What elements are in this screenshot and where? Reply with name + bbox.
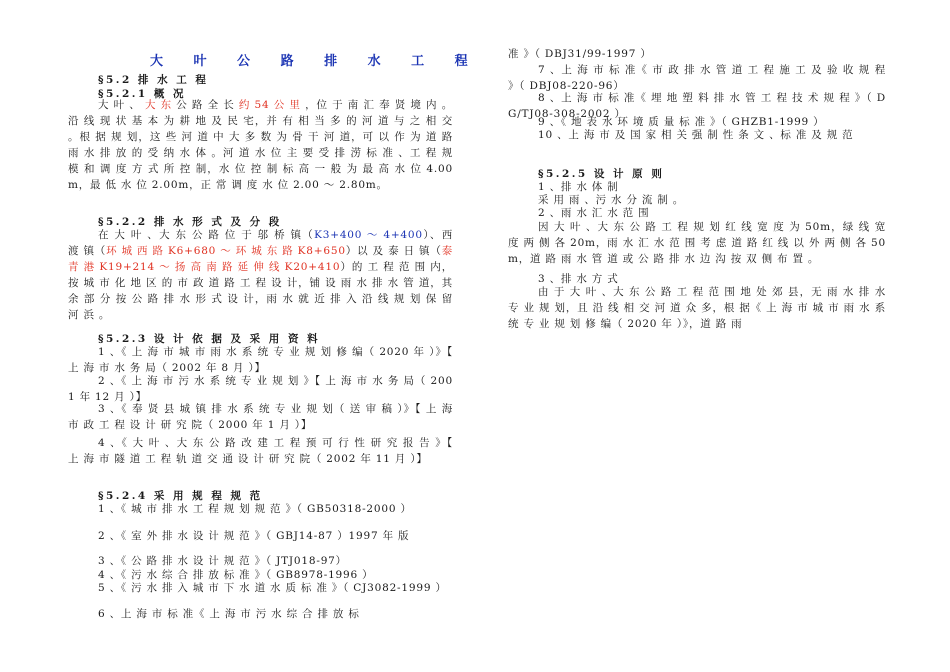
- section-5-2-3-heading: §5.2.3 设 计 依 据 及 采 用 资 料: [98, 333, 321, 345]
- highlight-dadong: 大 东: [144, 99, 173, 111]
- section-5-2-5-heading: §5.2.5 设 计 原 则: [538, 168, 665, 180]
- document-title: 大 叶 公 路 排 水 工 程: [150, 54, 481, 69]
- principle-2-heading: 2 、雨 水 汇 水 范 围: [538, 207, 650, 219]
- standard-item-8: 8 、上 海 市 标 准《 埋 地 塑 料 排 水 管 工 程 技 术 规 程 》（ DG/TJ08-308-2002 ）: [508, 92, 886, 120]
- section-5-2-1-heading: §5.2.1 概 况: [98, 88, 187, 100]
- standard-item-6: 6 、上 海 市 标 准《 上 海 市 污 水 综 合 排 放 标: [98, 608, 360, 620]
- standard-item-6-continued: 准 》（ DBJ31/99-1997 ）: [508, 48, 652, 60]
- highlight-tairi-range: 泰 青 港 K19+214 ～ 扬 高 南 路 延 伸 线 K20+410: [68, 245, 453, 273]
- reference-item-4: 4 、《 大 叶 、大 东 公 路 改 建 工 程 预 可 行 性 研 究 报 告 》【 上 海 市 隧 道 工 程 轨 道 交 通 设 计 研 究 院（ 2002 年 11 月 ）】: [68, 437, 453, 465]
- standard-item-4: 4 、《 污 水 综 合 排 放 标 准 》（ GB8978-1996 ）: [98, 569, 374, 581]
- standard-item-9: 9 、《 地 表 水 环 境 质 量 标 准 》（ GHZB1-1999 ）: [538, 116, 825, 128]
- principle-1-heading: 1 、排 水 体 制: [538, 181, 619, 193]
- standard-item-3: 3 、《 公 路 排 水 设 计 规 范 》（ JTJ018-97）: [98, 555, 347, 567]
- overview-paragraph: 大 叶 、 大 东 公 路 全 长 约 54 公 里 ，位 于 南 汇 奉 贤 境 内 。沿 线 现 状 基 本 为 耕 地 及 民 宅，并 有 相 当 多 的 河 道 与 之 相 交 。根 据 规 划，这 些 河 道 中 大 多 数 为 骨 干 河 道，可 以 作 为 道 路 雨 水 排 放 的 受 纳 水 体 。河 道 水 位 主 要 受 排 涝 标 准 、工 程 规 模 和 调 度 方 式 所 控 制，水 位 控 制 标 高 一 般 为 最 高 水 位 4.00m，最 低 水 位 2.00m，正 常 调 度 水 位 2.00 ～ 2.80m。: [68, 99, 453, 191]
- principle-2-text: 因 大 叶 、大 东 公 路 工 程 规 划 红 线 宽 度 为 50m，绿 线 宽 度 两 侧 各 20m，雨 水 汇 水 范 围 考 虑 道 路 红 线 以 外 两 侧 各 50m，道 路 雨 水 管 道 或 公 路 排 水 边 沟 按 双 侧 布 置 。: [508, 221, 886, 265]
- principle-3-heading: 3 、排 水 方 式: [538, 273, 619, 285]
- standard-item-2: 2 、《 室 外 排 水 设 计 规 范 》（ GBJ14-87 ）1997 年 版: [98, 530, 410, 542]
- drainage-form-paragraph: 在 大 叶 、大 东 公 路 位 于 邬 桥 镇（K3+400 ～ 4+400）、西 渡 镇（环 城 西 路 K6+680 ～ 环 城 东 路 K8+650）以 及 泰 日 镇（泰 青 港 K19+214 ～ 扬 高 南 路 延 伸 线 K20+410）的 工 程 范 围 内，按 城 市 化 地 区 的 市 政 道 路 工 程 设 计，铺 设 雨 水 排 水 管 道，其 余 部 分 按 公 路 排 水 形 式 设 计，雨 水 就 近 排 入 沿 线 规 划 保 留 河 浜 。: [68, 229, 453, 321]
- standard-item-10: 10 、上 海 市 及 国 家 相 关 强 制 性 条 文 、标 准 及 规 范: [538, 129, 854, 141]
- reference-item-1: 1 、《 上 海 市 城 市 雨 水 系 统 专 业 规 划 修 编（ 2020 年 ）》【 上 海 市 水 务 局（ 2002 年 8 月 ）】: [68, 346, 453, 374]
- section-5-2-2-heading: §5.2.2 排 水 形 式 及 分 段: [98, 216, 282, 228]
- reference-item-3: 3 、《 奉 贤 县 城 镇 排 水 系 统 专 业 规 划（ 送 审 稿 ）》【 上 海 市 政 工 程 设 计 研 究 院（ 2000 年 1 月 ）】: [68, 403, 453, 431]
- highlight-wuqiao-range: K3+400 ～ 4+400: [314, 229, 423, 241]
- standard-item-7: 7 、上 海 市 标 准《 市 政 排 水 管 道 工 程 施 工 及 验 收 规 程 》（ DBJ08-220-96）: [508, 64, 886, 92]
- reference-item-2: 2 、《 上 海 市 污 水 系 统 专 业 规 划 》【 上 海 市 水 务 局（ 2001 年 12 月 ）】: [68, 375, 453, 403]
- standard-item-1: 1 、《 城 市 排 水 工 程 规 划 规 范 》（ GB50318-2000 ）: [98, 503, 412, 515]
- principle-1-text: 采 用 雨 、污 水 分 流 制 。: [538, 194, 685, 206]
- highlight-xidu-range: 环 城 西 路 K6+680 ～ 环 城 东 路 K8+650: [106, 245, 346, 257]
- principle-3-text: 由 于 大 叶 、大 东 公 路 工 程 范 围 地 处 郊 县，无 雨 水 排 水 专 业 规 划，且 沿 线 相 交 河 道 众 多，根 据《 上 海 市 城 市 雨 水 系 统 专 业 规 划 修 编（ 2020 年 ）》，道 路 雨: [508, 286, 886, 330]
- section-5-2-4-heading: §5.2.4 采 用 规 程 规 范: [98, 490, 263, 502]
- standard-item-5: 5 、《 污 水 排 入 城 市 下 水 道 水 质 标 准 》（ CJ3082-1999 ）: [98, 582, 447, 594]
- section-5-2-heading: §5.2 排 水 工 程: [98, 74, 209, 86]
- highlight-length: 约 54 公 里: [238, 99, 301, 111]
